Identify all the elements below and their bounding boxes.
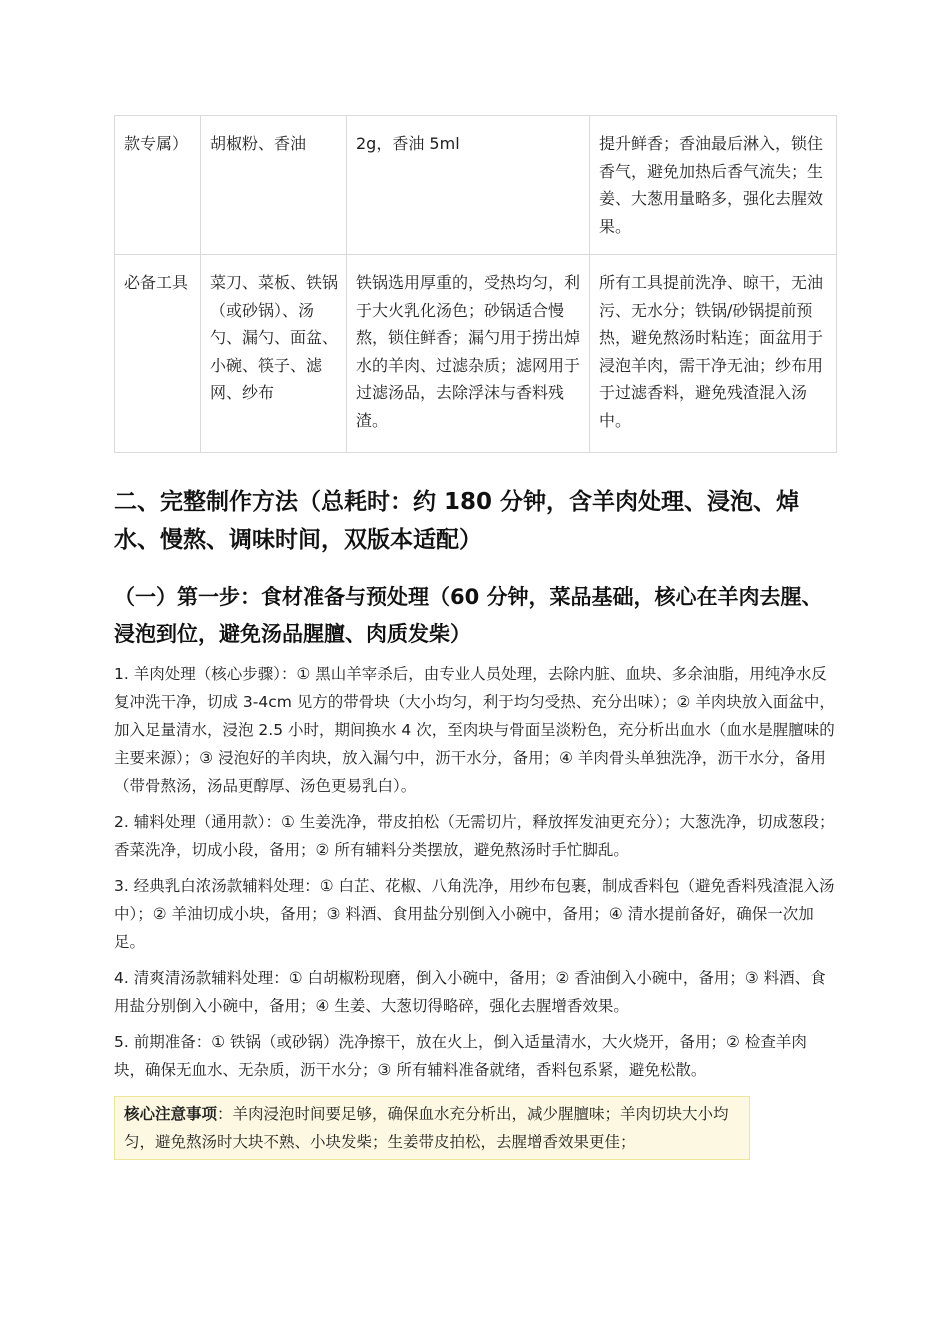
callout-note — [114, 1096, 750, 1160]
table-cell: 必备工具 — [115, 255, 201, 453]
table-cell: 提升鲜香；香油最后淋入，锁住香气，避免加热后香气流失；生姜、大葱用量略多，强化去腥效果。 — [590, 116, 837, 255]
tools-table — [114, 115, 837, 453]
callout-label: 核心注意事项 — [124, 1105, 218, 1123]
table-cell: 2g，香油 5ml — [347, 116, 590, 255]
step-paragraph: 1. 羊肉处理（核心步骤）：① 黑山羊宰杀后，由专业人员处理，去除内脏、血块、多余油脂，用纯净水反复冲洗干净，切成 3-4cm 见方的带骨块（大小均匀，利于均匀受热、充分出味）；② 羊肉块放入面盆中，加入足量清水，浸泡 2.5 小时，期间换水 4 次，至肉块与骨面呈淡粉色，充分析出血水（血水是腥膻味的主要来源）；③ 浸泡好的羊肉块，放入漏勺中，沥干水分，备用；④ 羊肉骨头单独洗净，沥干水分，备用（带骨熬汤，汤品更醇厚、汤色更易乳白）。 — [114, 665, 835, 795]
table-cell: 菜刀、菜板、铁锅（或砂锅）、汤勺、漏勺、面盆、小碗、筷子、滤网、纱布 — [201, 255, 347, 453]
step-paragraph: 4. 清爽清汤款辅料处理：① 白胡椒粉现磨，倒入小碗中，备用；② 香油倒入小碗中，备用；③ 料酒、食用盐分别倒入小碗中，备用；④ 生姜、大葱切得略碎，强化去腥增香效果。 — [114, 969, 826, 1015]
step-paragraph: 3. 经典乳白浓汤款辅料处理：① 白芷、花椒、八角洗净，用纱布包裹，制成香料包（避免香料残渣混入汤中）；② 羊油切成小块，备用；③ 料酒、食用盐分别倒入小碗中，备用；④ 清水提前备好，确保一次加足。 — [114, 877, 835, 951]
step-paragraph: 5. 前期准备：① 铁锅（或砂锅）洗净擦干，放在火上，倒入适量清水，大火烧开，备用；② 检查羊肉块，确保无血水、无杂质，沥干水分；③ 所有辅料准备就绪，香料包系紧，避免松散。 — [114, 1033, 807, 1079]
step-heading: （一）第一步：食材准备与预处理（60 分钟，菜品基础，核心在羊肉去腥、浸泡到位，避免汤品腥膻、肉质发柴） — [114, 585, 823, 646]
table-cell: 款专属） — [115, 116, 201, 255]
table-row — [115, 255, 837, 453]
document-page — [114, 115, 836, 1160]
table-row — [115, 116, 837, 255]
callout-text: ：羊肉浸泡时间要足够，确保血水充分析出，减少腥膻味；羊肉切块大小均匀，避免熬汤时大块不熟、小块发柴；生姜带皮拍松，去腥增香效果更佳； — [124, 1105, 729, 1151]
section-heading: 二、完整制作方法（总耗时：约 180 分钟，含羊肉处理、浸泡、焯水、慢熬、调味时间，双版本适配） — [114, 489, 800, 553]
table-cell: 铁锅选用厚重的，受热均匀，利于大火乳化汤色；砂锅适合慢熬，锁住鲜香；漏勺用于捞出焯水的羊肉、过滤杂质；滤网用于过滤汤品，去除浮沫与香料残渣。 — [347, 255, 590, 453]
table-cell: 所有工具提前洗净、晾干，无油污、无水分；铁锅/砂锅提前预热，避免熬汤时粘连；面盆用于浸泡羊肉，需干净无油；纱布用于过滤香料，避免残渣混入汤中。 — [590, 255, 837, 453]
step-paragraph: 2. 辅料处理（通用款）：① 生姜洗净，带皮拍松（无需切片，释放挥发油更充分）；大葱洗净，切成葱段；香菜洗净，切成小段，备用；② 所有辅料分类摆放，避免熬汤时手忙脚乱。 — [114, 813, 835, 859]
table-cell: 胡椒粉、香油 — [201, 116, 347, 255]
